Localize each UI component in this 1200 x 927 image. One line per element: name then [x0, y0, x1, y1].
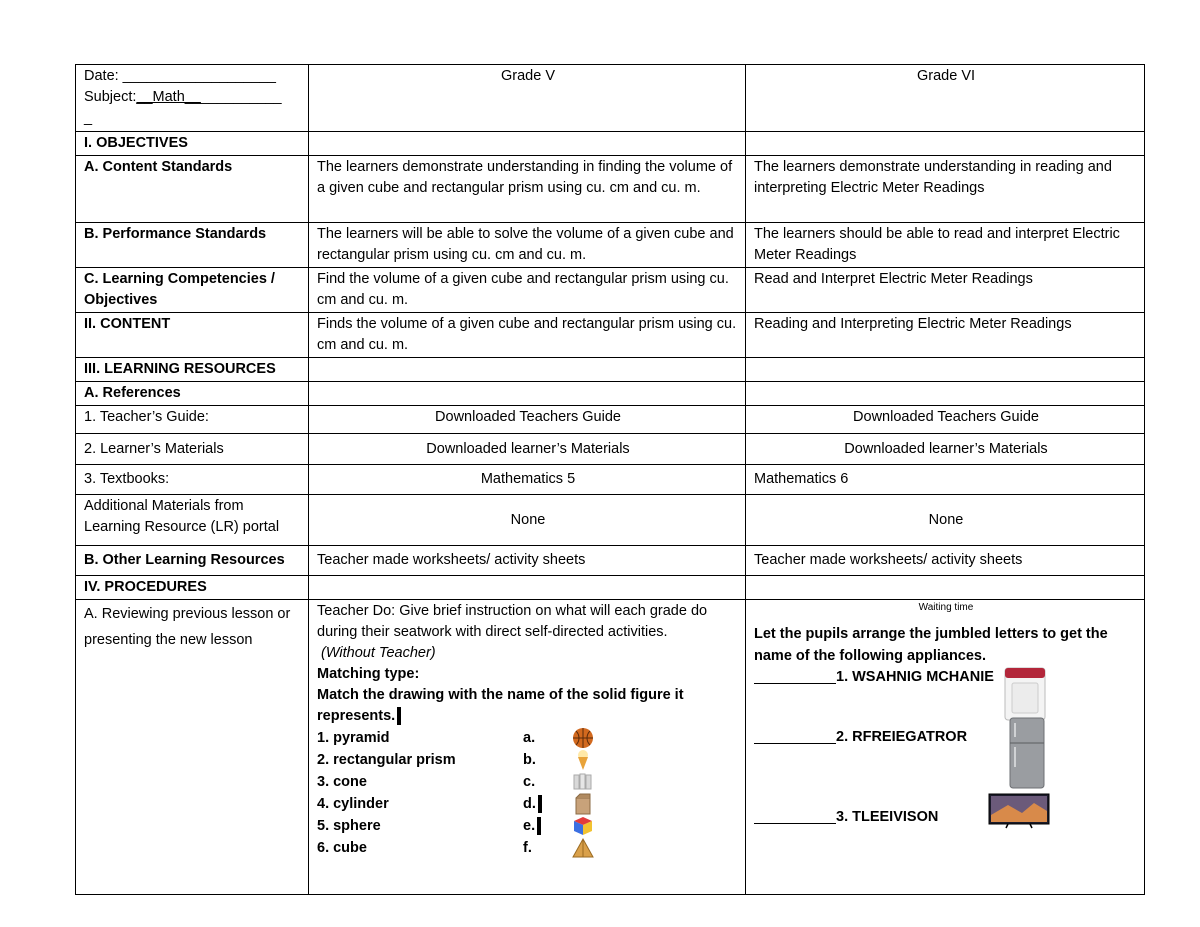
learning-resources-label: III. LEARNING RESOURCES — [76, 358, 309, 382]
appliance-text: 2. RFREIEGATROR — [836, 729, 968, 745]
learners-materials-row — [76, 434, 1145, 465]
waiting-time: Waiting time — [918, 602, 974, 613]
subject-value: __Math__ — [136, 89, 201, 105]
item-letter: c. — [523, 773, 536, 790]
list-item — [754, 727, 1138, 807]
item-name: 4. cylinder — [317, 795, 389, 812]
list-item — [754, 667, 1138, 727]
teachers-guide-g6: Downloaded Teachers Guide — [746, 406, 1145, 434]
cursor-bar — [537, 817, 541, 835]
additional-materials-g5: None — [309, 495, 746, 546]
content-row — [76, 313, 1145, 358]
grade5-header: Grade V — [309, 65, 746, 132]
matching-title: Matching type: — [317, 666, 420, 682]
item-name: 5. sphere — [317, 817, 381, 834]
learning-resources-row — [76, 358, 1145, 382]
textbooks-label: 3. Textbooks: — [76, 465, 309, 495]
other-resources-row — [76, 546, 1145, 576]
item-letter-cell — [523, 816, 571, 837]
header-row — [76, 65, 1145, 132]
lesson-plan-table — [75, 64, 1145, 895]
textbooks-row — [76, 465, 1145, 495]
appliance-text: 3. TLEEIVISON — [836, 809, 939, 825]
refrigerator-icon — [1009, 717, 1045, 796]
item-letter: d. — [523, 795, 536, 812]
other-resources-g6: Teacher made worksheets/ activity sheets — [746, 546, 1145, 576]
rubiks-cube-icon — [571, 815, 595, 837]
list-item — [317, 749, 739, 771]
reviewing-g6-cell — [746, 600, 1145, 895]
list-item — [317, 771, 739, 793]
other-resources-label — [76, 546, 309, 576]
content-standards-row — [76, 156, 1145, 223]
competencies-row — [76, 268, 1145, 313]
subject-suffix: __________ — [200, 89, 282, 105]
performance-standards-label: B. Performance Standards — [76, 223, 309, 268]
competencies-g5: Find the volume of a given cube and rectangular prism using cu. cm and cu. m. — [309, 268, 746, 313]
content-standards-g6: The learners demonstrate understanding in reading and interpreting Electric Meter Readings — [746, 156, 1145, 223]
other-resources-g5: Teacher made worksheets/ activity sheets — [309, 546, 746, 576]
reviewing-row — [76, 600, 1145, 895]
additional-materials-row — [76, 495, 1145, 546]
performance-standards-row — [76, 223, 1145, 268]
box-icon — [571, 793, 595, 815]
g6-instruction: Let the pupils arrange the jumbled letters to get the name of the following appliances. — [754, 626, 1108, 664]
subject-line — [84, 87, 302, 108]
learners-materials-g6: Downloaded learner’s Materials — [746, 434, 1145, 465]
content-standards-g5: The learners demonstrate understanding in finding the volume of a given cube and rectangular prism using cu. cm and cu. m. — [309, 156, 746, 223]
subject-label: Subject: — [84, 89, 137, 105]
other-resources-text: B. Other Learning Resources — [84, 552, 285, 568]
textbooks-g6: Mathematics 6 — [746, 465, 1145, 495]
references-label: A. References — [76, 382, 309, 406]
reviewing-g5-cell — [309, 600, 746, 895]
grade6-header: Grade VI — [746, 65, 1145, 132]
pyramid-icon — [571, 837, 595, 859]
appliance-text: 1. WSAHNIG MCHANIE — [836, 669, 994, 685]
matching-instruction — [317, 685, 739, 727]
item-letter: f. — [523, 839, 532, 856]
teachers-guide-g5: Downloaded Teachers Guide — [309, 406, 746, 434]
answer-blank — [754, 807, 836, 824]
item-letter: a. — [523, 729, 536, 746]
competencies-g6: Read and Interpret Electric Meter Readings — [746, 268, 1145, 313]
date-subject-cell — [76, 65, 309, 132]
content-label: II. CONTENT — [76, 313, 309, 358]
additional-materials-g6: None — [746, 495, 1145, 546]
learners-materials-g5: Downloaded learner’s Materials — [309, 434, 746, 465]
list-item — [754, 807, 1138, 837]
teacher-do-text: Teacher Do: Give brief instruction on what will each grade do during their seatwork with direct self-directed activities. — [317, 603, 708, 640]
additional-materials-label: Additional Materials from Learning Resource (LR) portal — [76, 495, 309, 546]
list-item — [317, 815, 739, 837]
objectives-label: I. OBJECTIVES — [76, 132, 309, 156]
content-g5: Finds the volume of a given cube and rectangular prism using cu. cm and cu. m. — [309, 313, 746, 358]
item-letter-cell — [523, 794, 571, 815]
performance-standards-g5: The learners will be able to solve the volume of a given cube and rectangular prism using cu. cm and cu. m. — [309, 223, 746, 268]
content-standards-label: A. Content Standards — [76, 156, 309, 223]
content-g6: Reading and Interpreting Electric Meter Readings — [746, 313, 1145, 358]
list-item — [317, 793, 739, 815]
matching-instruction-text: Match the drawing with the name of the solid figure it represents. — [317, 687, 684, 724]
without-teacher-text: (Without Teacher) — [321, 645, 436, 661]
item-letter: b. — [523, 751, 536, 768]
item-letter: e. — [523, 817, 536, 834]
textbooks-g5: Mathematics 5 — [309, 465, 746, 495]
reviewing-label: A. Reviewing previous lesson or presenting the new lesson — [76, 600, 309, 895]
list-item — [317, 727, 739, 749]
item-name: 1. pyramid — [317, 729, 390, 746]
procedures-label: IV. PROCEDURES — [76, 576, 309, 600]
television-icon — [988, 793, 1050, 836]
procedures-row — [76, 576, 1145, 600]
subject-tail: _ — [84, 110, 93, 126]
item-name: 3. cone — [317, 773, 367, 790]
ice-cream-cone-icon — [571, 749, 595, 771]
references-row — [76, 382, 1145, 406]
list-item — [317, 837, 739, 859]
cursor-bar — [397, 707, 401, 725]
cans-icon — [571, 771, 595, 793]
date-label: Date: ___________________ — [84, 68, 276, 84]
teachers-guide-label: 1. Teacher’s Guide: — [76, 406, 309, 434]
competencies-label: C. Learning Competencies / Objectives — [76, 268, 309, 313]
objectives-row — [76, 132, 1145, 156]
item-name: 2. rectangular prism — [317, 751, 456, 768]
learners-materials-label: 2. Learner’s Materials — [76, 434, 309, 465]
teachers-guide-row — [76, 406, 1145, 434]
without-teacher — [317, 643, 739, 664]
answer-blank — [754, 667, 836, 684]
item-name: 6. cube — [317, 839, 367, 856]
answer-blank — [754, 727, 836, 744]
basketball-icon — [571, 727, 595, 749]
cursor-bar — [538, 795, 542, 813]
performance-standards-g6: The learners should be able to read and interpret Electric Meter Readings — [746, 223, 1145, 268]
